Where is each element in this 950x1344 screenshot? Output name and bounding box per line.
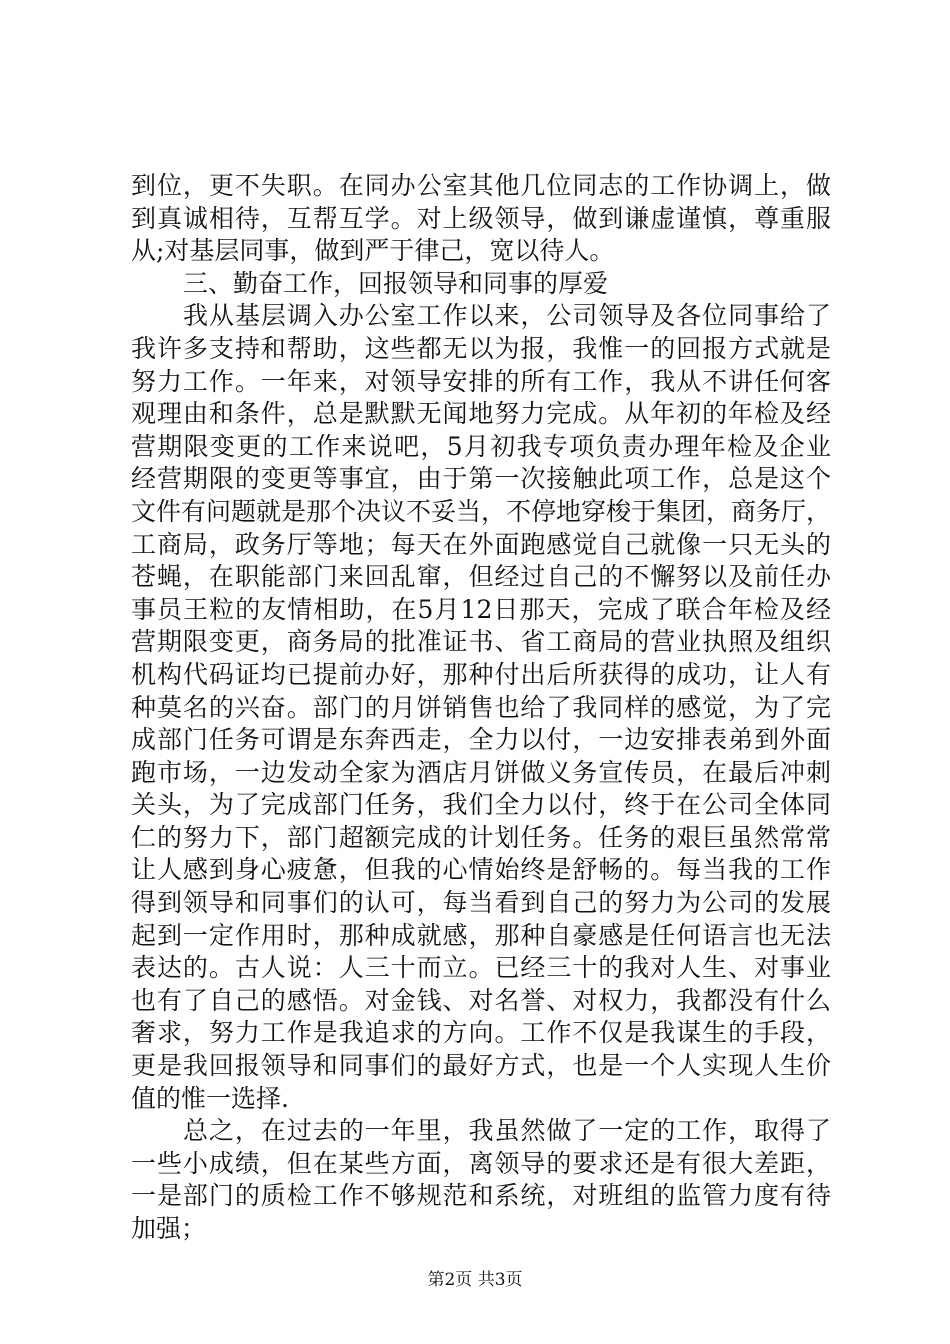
text-line: 种莫名的兴奋。部门的月饼销售也给了我同样的感觉，为了完	[131, 692, 831, 722]
text-line: 得到领导和同事们的认可，每当看到自己的努力为公司的发展	[131, 888, 831, 918]
text-line: 苍蝇，在职能部门来回乱窜，但经过自己的不懈努以及前任办	[131, 562, 831, 592]
paragraph-first-line: 我从基层调入办公室工作以来，公司领导及各位同事给了	[183, 301, 831, 331]
text-line: 更是我回报领导和同事们的最好方式，也是一个人实现人生价	[131, 1051, 831, 1081]
text-line: 一些小成绩，但在某些方面，离领导的要求还是有很大差距，	[131, 1148, 831, 1178]
text-line: 文件有问题就是那个决议不妥当，不停地穿梭于集团，商务厅，	[131, 496, 832, 526]
text-line: 让人感到身心疲惫，但我的心情始终是舒畅的。每当我的工作	[131, 855, 831, 885]
text-line: 观理由和条件，总是默默无闻地努力完成。从年初的年检及经	[131, 399, 831, 429]
text-line: 加强；	[131, 1214, 207, 1243]
text-line: 经营期限的变更等事宜，由于第一次接触此项工作，总是这个	[131, 464, 831, 494]
text-line: 营期限变更，商务局的批准证书、省工商局的营业执照及组织	[131, 627, 831, 657]
paragraph-first-line: 总之，在过去的一年里，我虽然做了一定的工作，取得了	[183, 1116, 831, 1146]
text-line: 事员王粒的友情相助，在5月12日那天，完成了联合年检及经	[131, 594, 831, 624]
text-line: 一是部门的质检工作不够规范和系统，对班组的监管力度有待	[131, 1181, 831, 1211]
text-line: 值的惟一选择.	[131, 1083, 289, 1113]
text-line: 营期限变更的工作来说吧，5月初我专项负责办理年检及企业	[131, 431, 831, 461]
text-line: 努力工作。一年来，对领导安排的所有工作，我从不讲任何客	[131, 366, 831, 396]
text-line: 仁的努力下，部门超额完成的计划任务。任务的艰巨虽然常常	[131, 822, 831, 852]
text-line: 成部门任务可谓是东奔西走，全力以付，一边安排表弟到外面	[131, 725, 831, 755]
document-body	[131, 170, 831, 1246]
text-line: 到真诚相待，互帮互学。对上级领导，做到谦虚谨慎，尊重服	[131, 203, 831, 233]
text-line: 奢求，努力工作是我追求的方向。工作不仅是我谋生的手段，	[131, 1018, 831, 1048]
text-line: 也有了自己的感悟。对金钱、对名誉、对权力，我都没有什么	[131, 985, 831, 1015]
page-number-footer: 第2页 共3页	[427, 1270, 523, 1290]
text-line: 到位，更不失职。在同办公室其他几位同志的工作协调上，做	[131, 171, 831, 200]
text-line: 机构代码证均已提前办好，那种付出后所获得的成功，让人有	[131, 659, 831, 689]
text-line: 起到一定作用时，那种成就感，那种自豪感是任何语言也无法	[131, 920, 831, 950]
text-line: 表达的。古人说：人三十而立。已经三十的我对人生、对事业	[131, 953, 831, 983]
text-line: 我许多支持和帮助，这些都无以为报，我惟一的回报方式就是	[131, 333, 831, 363]
text-line: 跑市场，一边发动全家为酒店月饼做义务宣传员，在最后冲刺	[131, 757, 831, 787]
text-line: 工商局，政务厅等地；每天在外面跑感觉自己就像一只无头的	[131, 529, 831, 559]
text-line: 从;对基层同事，做到严于律己，宽以待人。	[131, 236, 615, 266]
text-line: 关头，为了完成部门任务，我们全力以付，终于在公司全体同	[131, 790, 831, 820]
section-heading: 三、勤奋工作，回报领导和同事的厚爱	[183, 268, 609, 298]
